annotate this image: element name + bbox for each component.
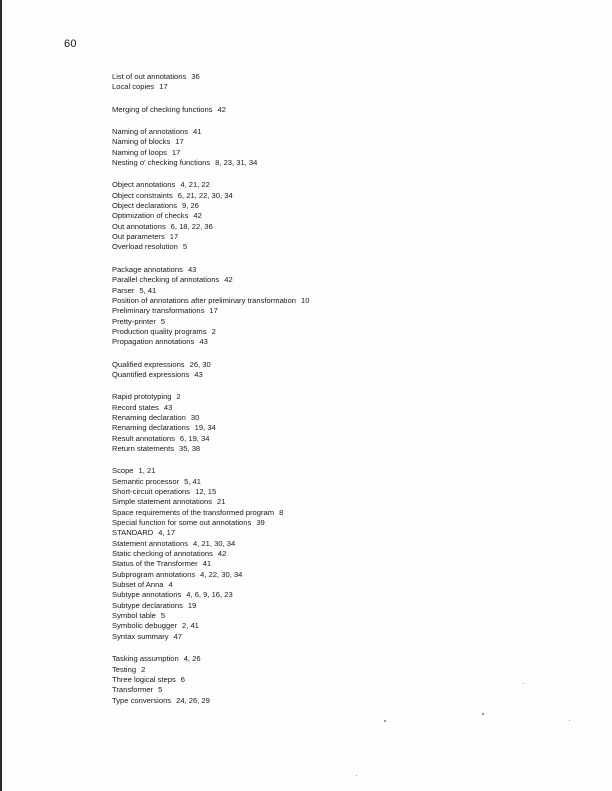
index-page-refs: 17 (159, 82, 168, 92)
index-entry (112, 549, 572, 559)
index-term: Object declarations (112, 201, 178, 211)
index-entry (112, 466, 572, 476)
index-page-refs: 26, 30 (189, 359, 211, 369)
index-page-refs: 5, 41 (139, 285, 157, 295)
index-page-refs: 36 (191, 72, 200, 81)
index-term: Out annotations (112, 221, 166, 231)
index-entry (112, 296, 572, 306)
index-term: Three logical steps (112, 674, 176, 684)
index-page-refs: 5 (158, 685, 163, 695)
index-entry (112, 685, 572, 695)
index-entry (112, 180, 572, 190)
index-page-refs: 2, 41 (182, 621, 199, 631)
index-entry (112, 317, 572, 327)
index-entry (112, 518, 572, 528)
index-group (112, 72, 572, 93)
index-page-refs: 39 (256, 518, 265, 528)
index-page-refs: 17 (171, 147, 181, 157)
index-term: Status of the Transformer (112, 559, 198, 569)
index-group (112, 466, 572, 642)
index-term: Out parameters (112, 232, 165, 242)
index-entry (112, 337, 572, 347)
index-entry (112, 137, 572, 147)
index-entry (112, 327, 572, 337)
index-entry (112, 508, 572, 518)
index-term: Package annotations (112, 264, 183, 274)
index-entry (112, 392, 572, 402)
index-page-refs: 35, 38 (179, 443, 201, 453)
index-term: Subset of Anna (112, 580, 164, 590)
index-page-refs: 4 (168, 580, 173, 590)
scan-left-edge (0, 0, 2, 791)
index-term: Special function for some out annotations (112, 518, 252, 528)
index-page-refs: 43 (163, 402, 173, 412)
index-page-refs: 9, 26 (182, 201, 199, 211)
index-term: Result annotations (112, 433, 175, 443)
index-group (112, 105, 572, 115)
index-entry (112, 242, 572, 252)
index-term: Object annotations (112, 180, 176, 190)
index-entry (112, 696, 572, 706)
index-entry (112, 539, 572, 549)
index-page-refs: 24, 26, 29 (176, 695, 210, 705)
index-page-refs: 4, 17 (158, 528, 176, 538)
index-page-refs: 17 (169, 232, 179, 242)
index-term: Symbol table (112, 611, 156, 621)
index-entry (112, 654, 572, 664)
index-term: Symbolic debugger (112, 621, 178, 631)
index-page-refs: 4, 21, 30, 34 (193, 538, 236, 548)
index-entry (112, 675, 572, 685)
index-entry (112, 148, 572, 158)
index-entry (112, 601, 572, 611)
index-group (112, 654, 572, 706)
index-term: Static checking of annotations (112, 549, 213, 559)
index-list (112, 72, 572, 718)
index-page-refs: 43 (199, 337, 208, 347)
index-entry (112, 403, 572, 413)
index-term: Quantified expressions (112, 369, 190, 379)
index-term: Return statements (112, 443, 175, 453)
index-entry (112, 306, 572, 316)
index-page-refs: 4, 21, 22 (180, 180, 210, 190)
index-term: Production quality programs (112, 326, 207, 336)
index-entry (112, 201, 572, 211)
index-page-refs: 8, 23, 31, 34 (215, 158, 258, 168)
index-term: Rapid prototyping (112, 392, 172, 402)
index-page-refs: 6, 21, 22, 30, 34 (177, 190, 233, 200)
index-group (112, 392, 572, 454)
index-term: Object constraints (112, 190, 173, 200)
index-term: Tasking assumption (112, 654, 179, 664)
index-entry (112, 444, 572, 454)
index-entry (112, 528, 572, 538)
index-term: Naming of annotations (112, 127, 188, 137)
index-entry (112, 477, 572, 487)
index-page-refs: 6, 18, 22, 36 (170, 221, 213, 231)
index-entry (112, 487, 572, 497)
index-term: STANDARD (112, 528, 154, 538)
index-page-refs: 42 (217, 104, 226, 114)
index-term: Syntax summary (112, 631, 169, 641)
index-entry (112, 590, 572, 600)
index-entry (112, 105, 572, 115)
index-entry (112, 211, 572, 221)
index-entry (112, 611, 572, 621)
index-entry (112, 580, 572, 590)
index-term: Subprogram annotations (112, 569, 196, 579)
index-page-refs: 19, 34 (194, 423, 216, 433)
index-entry (112, 559, 572, 569)
index-term: Preliminary transformations (112, 306, 205, 316)
index-term: Nesting o' checking functions (112, 158, 211, 168)
index-entry (112, 360, 572, 370)
index-entry (112, 72, 572, 82)
index-page-refs: 5 (160, 611, 166, 621)
index-term: Pretty-printer (112, 316, 156, 326)
index-term: Parser (112, 285, 135, 295)
index-page-refs: 2 (176, 392, 181, 402)
index-entry (112, 275, 572, 285)
index-entry (112, 222, 572, 232)
scan-speck (384, 720, 386, 722)
index-page-refs: 6, 19, 34 (179, 433, 210, 443)
index-page-refs: 42 (193, 211, 202, 221)
index-page-refs: 5, 41 (184, 476, 201, 486)
index-term: Short-circuit operations (112, 487, 191, 496)
index-term: Statement annotations (112, 538, 188, 548)
index-page-refs: 4, 6, 9, 16, 23 (186, 590, 233, 600)
index-term: Type conversions (112, 695, 172, 705)
index-term: Merging of checking functions (112, 104, 213, 114)
index-page-refs: 42 (224, 275, 233, 285)
index-page-refs: 19 (187, 600, 197, 610)
index-entry (112, 286, 572, 296)
index-entry (112, 370, 572, 380)
index-term: Record states (112, 402, 159, 412)
index-page-refs: 41 (193, 127, 202, 137)
index-page-refs: 42 (217, 549, 227, 559)
index-entry (112, 423, 572, 433)
index-term: Propagation annotations (112, 337, 195, 347)
index-term: Renaming declaration (112, 412, 186, 422)
index-entry (112, 665, 572, 675)
index-term: Semantic processor (112, 476, 180, 486)
index-term: Scope (112, 466, 134, 476)
index-entry (112, 434, 572, 444)
index-group (112, 127, 572, 168)
index-page-refs: 1, 21 (138, 466, 156, 476)
index-term: Subtype declarations (112, 600, 183, 610)
index-term: Naming of loops (112, 147, 167, 157)
index-term: Optimization of checks (112, 211, 189, 221)
index-page-refs: 10 (301, 295, 310, 305)
index-page-refs: 6 (180, 674, 185, 684)
index-entry (112, 632, 572, 642)
index-entry (112, 497, 572, 507)
index-term: Position of annotations after preliminary transformation (112, 295, 297, 305)
index-page-refs: 2 (141, 664, 146, 674)
index-term: List of out annotations (112, 72, 187, 81)
index-page-refs: 43 (194, 369, 203, 379)
index-term: Simple statement annotations (112, 497, 213, 507)
index-page-refs: 5 (160, 316, 166, 326)
index-page-refs: 17 (209, 306, 218, 316)
scan-speck (356, 775, 357, 776)
index-entry (112, 232, 572, 242)
index-term: Naming of blocks (112, 137, 171, 147)
index-term: Space requirements of the transformed program (112, 507, 275, 517)
index-page-refs: 30 (190, 412, 200, 422)
index-page-refs: 2 (211, 326, 216, 336)
index-page-refs: 21 (217, 497, 226, 507)
index-term: Testing (112, 664, 137, 674)
index-term: Local copies (112, 82, 155, 92)
index-term: Subtype annotations (112, 590, 182, 600)
index-page-refs: 5 (182, 242, 188, 252)
index-page-refs: 4, 22, 30, 34 (200, 569, 243, 579)
index-page-refs: 47 (173, 631, 182, 641)
page-number: 60 (64, 38, 77, 50)
index-page-refs: 12, 15 (195, 487, 217, 496)
index-entry (112, 158, 572, 168)
index-entry (112, 82, 572, 92)
index-page-refs: 8 (279, 507, 284, 517)
scan-speck (523, 683, 524, 684)
index-term: Overload resolution (112, 242, 178, 252)
index-group (112, 265, 572, 348)
index-page-refs: 41 (202, 559, 212, 569)
index-page-refs: 43 (187, 264, 197, 274)
index-entry (112, 191, 572, 201)
index-page-refs: 4, 26 (183, 654, 201, 664)
index-term: Parallel checking of annotations (112, 275, 220, 285)
index-group (112, 360, 572, 381)
index-entry (112, 570, 572, 580)
index-entry (112, 127, 572, 137)
scan-speck (569, 720, 570, 721)
index-entry (112, 413, 572, 423)
index-entry (112, 265, 572, 275)
index-term: Renaming declarations (112, 423, 190, 433)
scan-speck (482, 713, 484, 715)
index-term: Transformer (112, 685, 154, 695)
index-page-refs: 17 (175, 137, 184, 147)
index-group (112, 180, 572, 252)
index-term: Qualified expressions (112, 359, 185, 369)
index-entry (112, 621, 572, 631)
